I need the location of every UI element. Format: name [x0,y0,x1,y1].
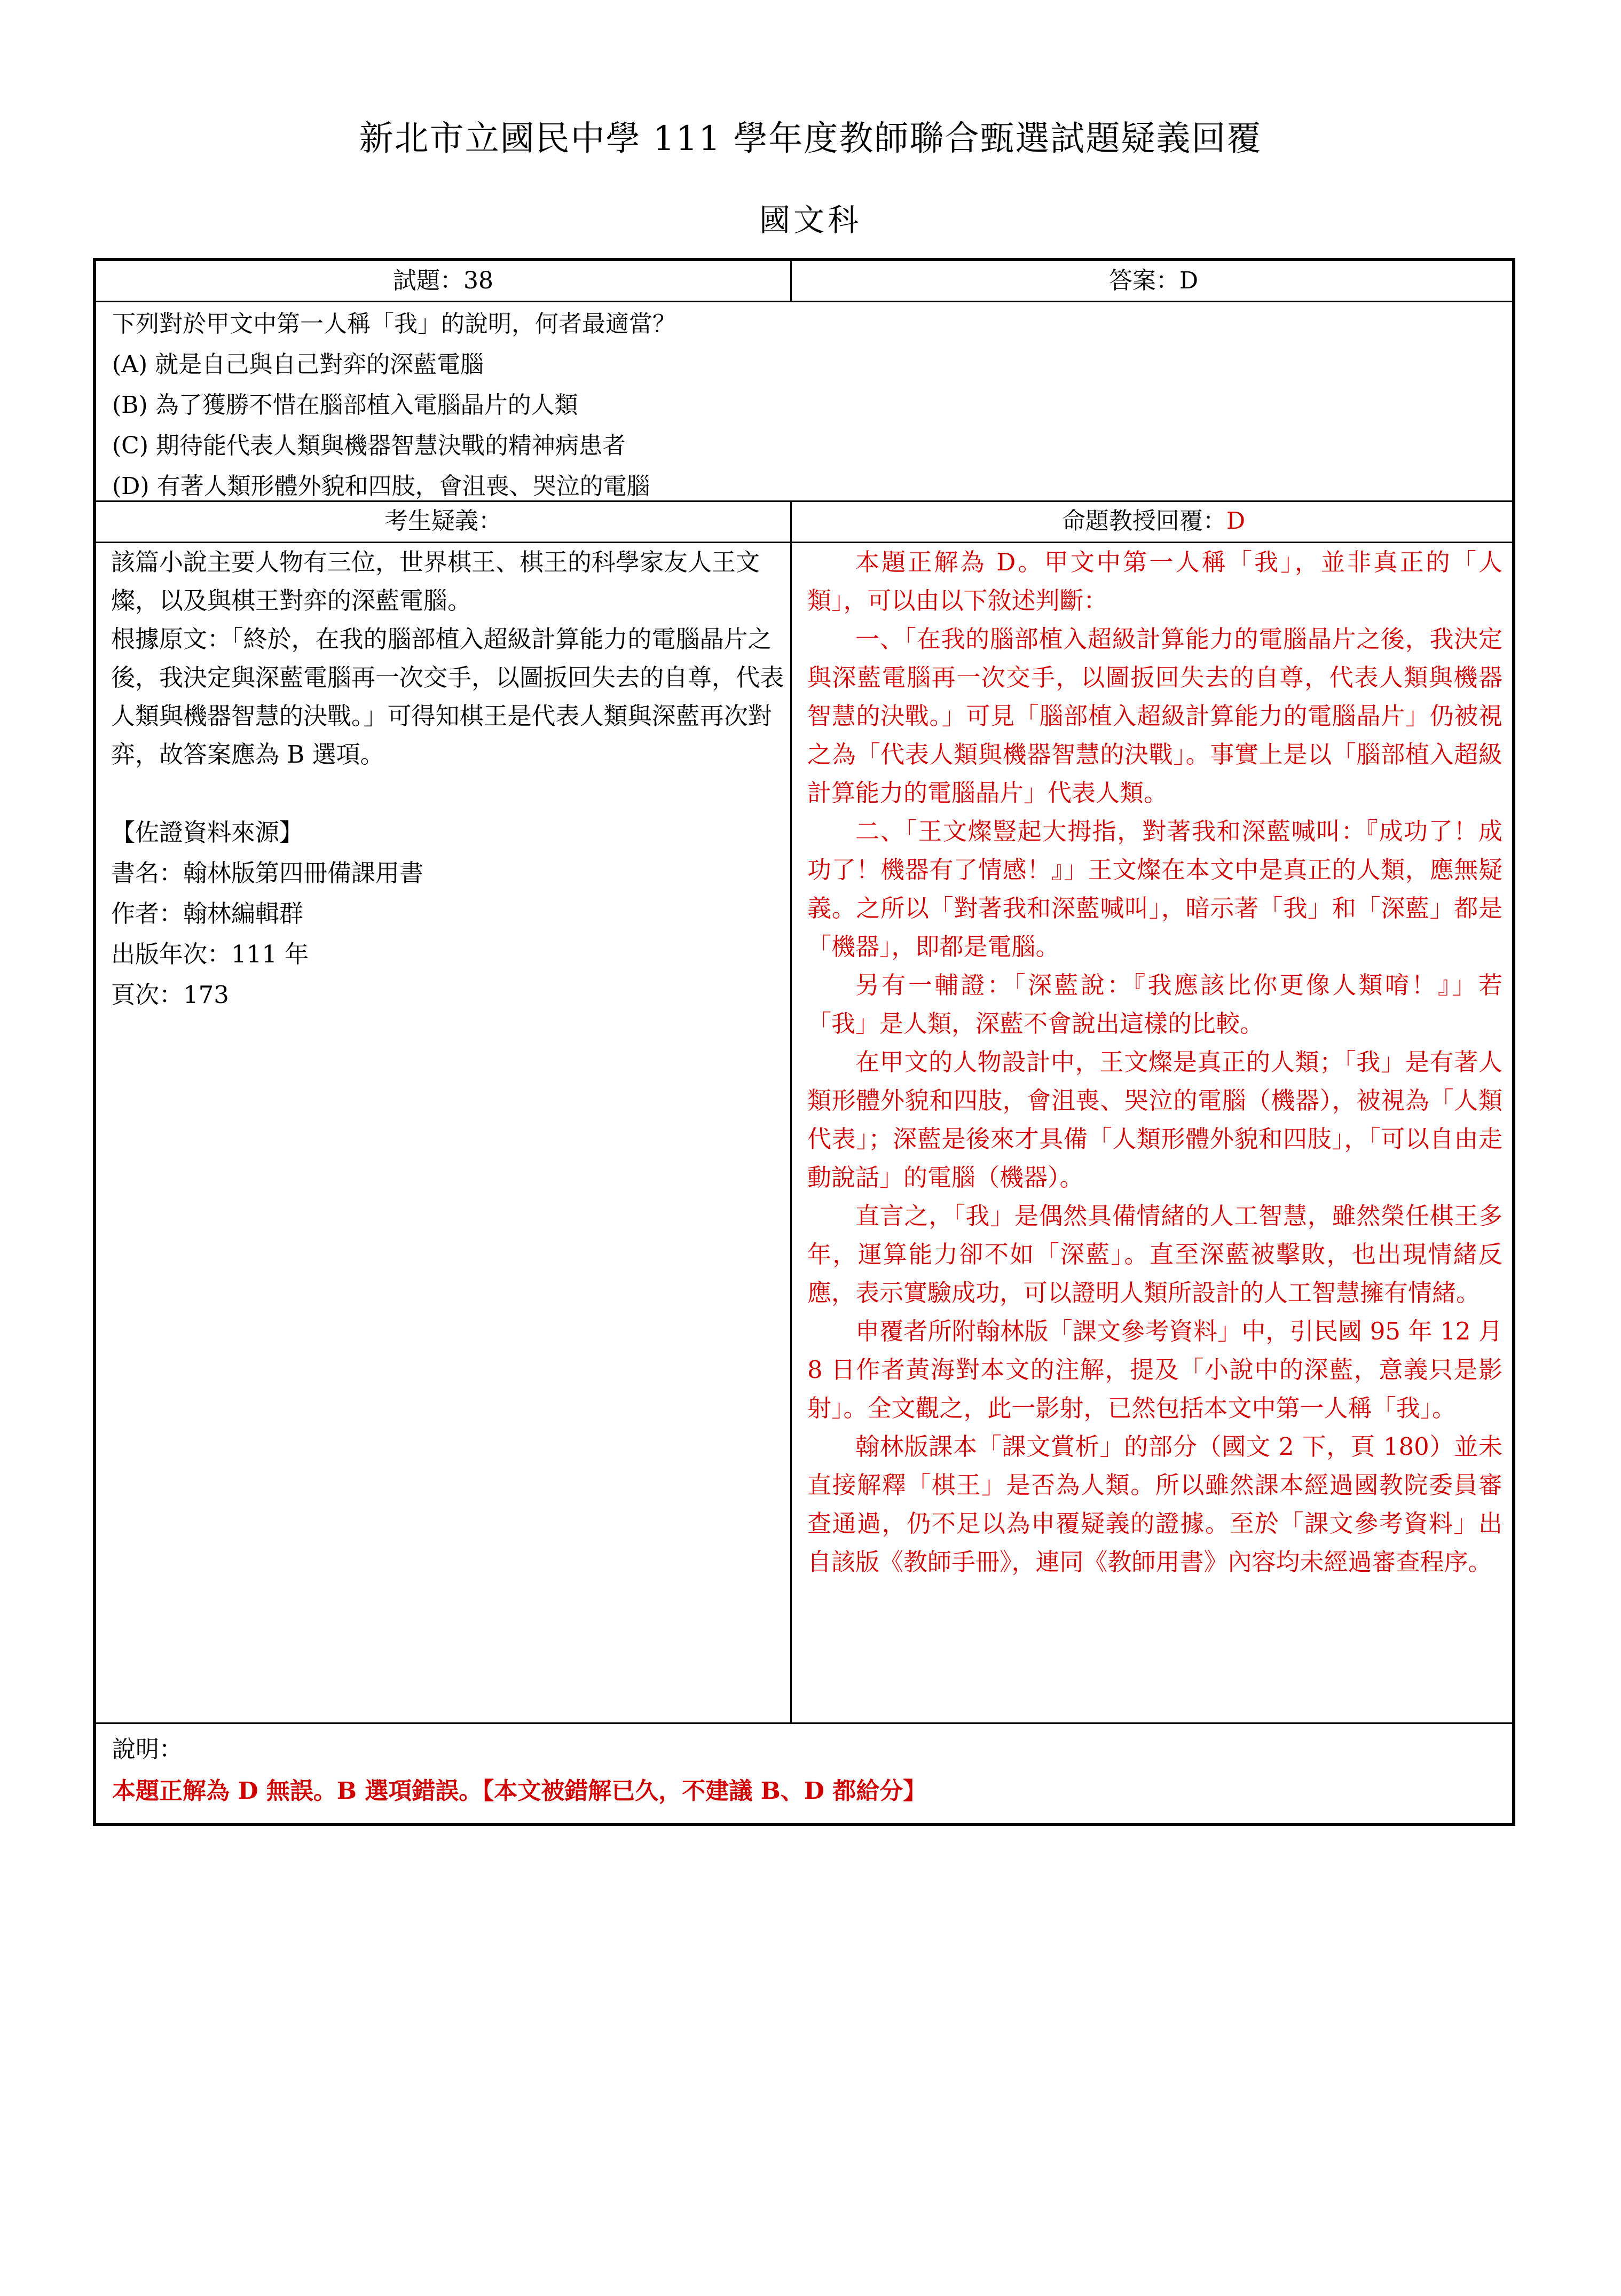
answer-header: 答案：D [1108,267,1199,294]
source-page: 頁次：173 [111,981,229,1009]
table-rule [96,1722,1512,1724]
evidence-source [111,812,792,1015]
professor-reply-answer: D [1226,507,1246,535]
subject-heading: 國文科 [759,202,862,238]
source-book: 書名：翰林版第四冊備課用書 [111,859,424,887]
option-c: (C) 期待能代表人類與機器智慧決戰的精神病患者 [112,432,626,459]
reply-paragraph: 在甲文的人物設計中，王文燦是真正的人類；「我」是有著人類形體外貌和四肢，會沮喪、哭泣的電腦（機器），被視為「人類代表」；深藍是後來才具備「人類形體外貌和四肢」，「可以自由走動說話」的電腦（機器）。 [807,1048,1502,1192]
option-a: (A) 就是自己與自己對弈的深藍電腦 [112,351,484,378]
source-heading: 【佐證資料來源】 [111,818,304,847]
reply-paragraph: 申覆者所附翰林版「課文參考資料」中，引民國 95 年 12 月 8 日作者黃海對本文的注解，提及「小說中的深藍，意義只是影射」。全文觀之，此一影射，已然包括本文中第一人稱「我」。 [807,1317,1502,1422]
reply-paragraph: 二、「王文燦豎起大拇指，對著我和深藍喊叫：『成功了！成功了！機器有了情感！』」王文燦在本文中是真正的人類，應無疑義。之所以「對著我和深藍喊叫」，暗示著「我」和「深藍」都是「機器」，即都是電腦。 [807,817,1502,961]
reply-paragraph: 另有一輔證：「深藍說：『我應該比你更像人類唷！』」若「我」是人類，深藍不會說出這樣的比較。 [807,971,1502,1038]
reply-paragraph: 直言之，「我」是偶然具備情緒的人工智慧，雖然榮任棋王多年，運算能力卻不如「深藍」。直至深藍被擊敗，也出現情緒反應，表示實驗成功，可以證明人類所設計的人工智慧擁有情緒。 [807,1202,1502,1307]
professor-reply [807,543,1502,1581]
examinee-objection-header: 考生疑義： [384,507,502,535]
question-block [112,304,1490,507]
question-stem: 下列對於甲文中第一人稱「我」的說明，何者最適當？ [112,310,676,338]
question-number-header: 試題：38 [393,267,493,294]
document-title: 新北市立國民中學 111 學年度教師聯合甄選試題疑義回覆 [359,119,1262,159]
note-label: 說明： [112,1736,183,1763]
professor-reply-label: 命題教授回覆： [1061,507,1226,535]
table-rule [96,301,1512,302]
reply-paragraph: 一、「在我的腦部植入超級計算能力的電腦晶片之後，我決定與深藍電腦再一次交手，以圖扳回失去的自尊，代表人類與機器智慧的決戰。」可見「腦部植入超級計算能力的電腦晶片」仍被視之為「代表人類與機器智慧的決戰」。事實上是以「腦部植入超級計算能力的電腦晶片」代表人類。 [807,625,1502,807]
option-b: (B) 為了獲勝不惜在腦部植入電腦晶片的人類 [112,391,578,419]
option-d: (D) 有著人類形體外貌和四肢，會沮喪、哭泣的電腦 [112,473,650,500]
reply-paragraph: 翰林版課本「課文賞析」的部分（國文 2 下，頁 180）並未直接解釋「棋王」是否為人類。所以雖然課本經過國教院委員審查通過，仍不足以為申覆疑義的證據。至於「課文參考資料」出自該版《教師手冊》，連同《教師用書》內容均未經過審查程序。 [807,1432,1502,1576]
note-conclusion: 本題正解為 D 無誤。B 選項錯誤。【本文被錯解已久，不建議 B、D 都給分】 [112,1777,927,1805]
examinee-objection [111,543,792,1015]
reply-paragraph: 本題正解為 D。甲文中第一人稱「我」，並非真正的「人類」，可以由以下敘述判斷： [807,548,1502,615]
source-year: 出版年次：111 年 [111,940,309,968]
source-author: 作者：翰林編輯群 [111,899,304,928]
professor-reply-header [792,503,1515,540]
examinee-paragraph: 根據原文：「終於，在我的腦部植入超級計算能力的電腦晶片之後，我決定與深藍電腦再一次交手，以圖扳回失去的自尊，代表人類與機器智慧的決戰。」可得知棋王是代表人類與深藍再次對弈，故答案應為 B 選項。 [111,625,784,769]
response-table [93,258,1515,1826]
examinee-paragraph: 該篇小說主要人物有三位，世界棋王、棋王的科學家友人王文燦，以及與棋王對弈的深藍電腦。 [111,548,760,615]
